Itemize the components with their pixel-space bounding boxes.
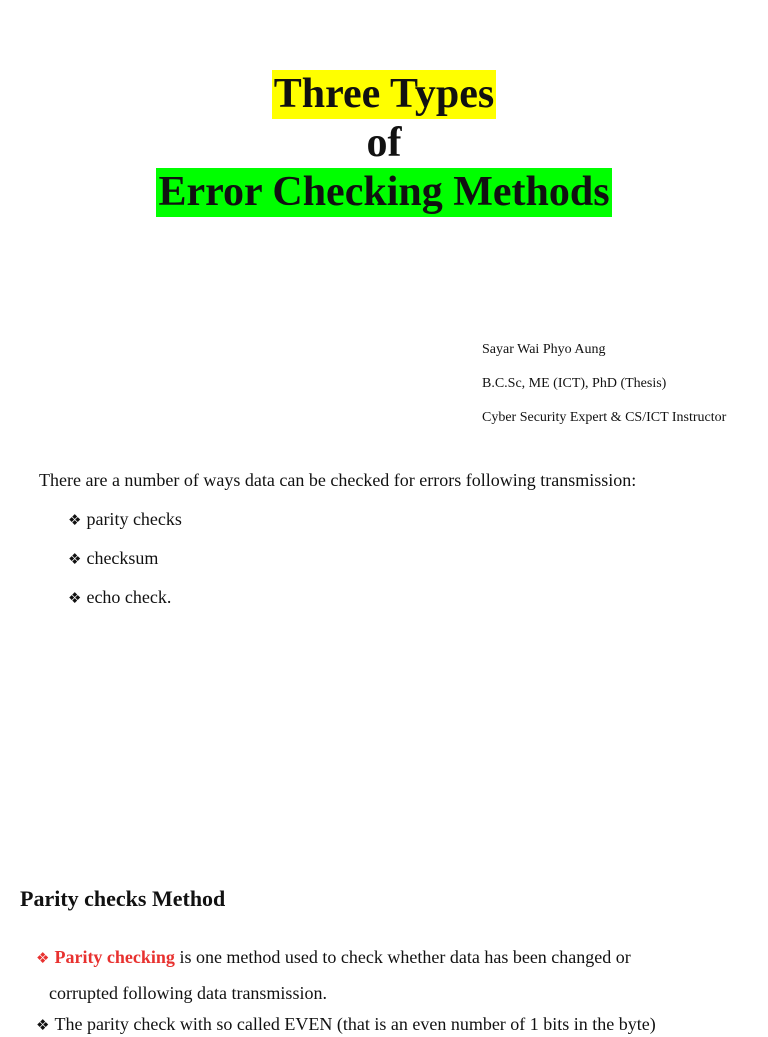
- title-line-3: Error Checking Methods: [158, 169, 610, 215]
- author-info: [482, 341, 726, 443]
- author-degrees: B.C.Sc, ME (ICT), PhD (Thesis): [482, 376, 667, 391]
- diamond-bullet-icon: ❖: [68, 550, 82, 568]
- list-item-label: checksum: [86, 548, 159, 568]
- list-item: [68, 507, 182, 546]
- list-item-label: parity checks: [86, 509, 182, 529]
- parity-paragraph: [36, 940, 736, 1011]
- methods-list: [68, 507, 182, 624]
- diamond-bullet-icon: ❖: [68, 589, 82, 607]
- title-line-2: of: [366, 120, 402, 166]
- highlighted-term: Parity checking: [54, 947, 175, 967]
- list-item-label: echo check.: [86, 587, 172, 607]
- paragraph-text: is one method used to check whether data has been changed or: [174, 947, 631, 967]
- title-line-1: Three Types: [273, 71, 495, 117]
- partial-paragraph: [36, 1012, 656, 1037]
- list-item: [68, 585, 182, 624]
- diamond-bullet-icon: ❖: [68, 511, 82, 529]
- intro-text: There are a number of ways data can be checked for errors following transmission:: [39, 470, 637, 490]
- paragraph-continuation: corrupted following data transmission.: [49, 983, 327, 1003]
- diamond-bullet-icon: ❖: [36, 1016, 50, 1034]
- author-name: Sayar Wai Phyo Aung: [482, 342, 606, 357]
- author-role: Cyber Security Expert & CS/ICT Instructor: [482, 410, 727, 425]
- partial-text: The parity check with so called EVEN (that is an even number of 1 bits in the byte): [54, 1014, 656, 1034]
- document-title: [0, 70, 768, 217]
- section-heading: Parity checks Method: [20, 886, 226, 911]
- diamond-bullet-icon: ❖: [36, 949, 50, 967]
- list-item: [68, 546, 182, 585]
